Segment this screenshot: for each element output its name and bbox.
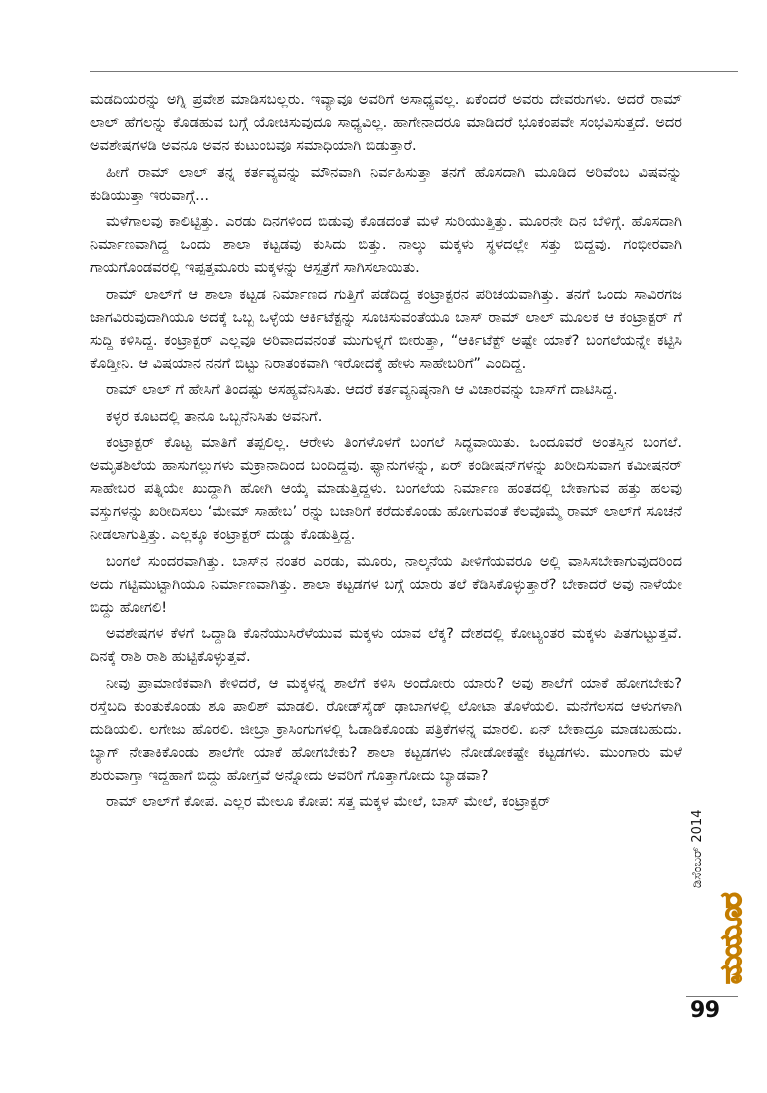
magazine-logo: ಮಯೂರ xyxy=(714,894,749,984)
paragraph: ಮಡದಿಯರನ್ನು ಅಗ್ನಿ ಪ್ರವೇಶ ಮಾಡಿಸಬಲ್ಲರು. ಇವ್ಯಾವೂ ಅವರಿಗೆ ಅಸಾಧ್ಯವಲ್ಲ. ಏಕೆಂದರೆ ಅವರು ದೇವರುಗಳು. ಅದರೆ ರಾಮ್ ಲಾಲ್ ಹೆಗಲನ್ನು ಕೊಡಹುವ ಬಗ್ಗೆ ಯೋಚಿಸುವುದೂ ಸಾಧ್ಯವಿಲ್ಲ. ಹಾಗೇನಾದರೂ ಮಾಡಿದರೆ ಭೂಕಂಪವೇ ಸಂಭವಿಸುತ್ತದೆ. ಅದರ ಅವಶೇಷಗಳಡಿ ಅವನೂ ಅವನ ಕುಟುಂಬವೂ ಸಮಾಧಿಯಾಗಿ ಬಿಡುತ್ತಾರೆ. xyxy=(90,91,682,154)
paragraph: ರಾಮ್ ಲಾಲ್‌ಗೆ ಆ ಶಾಲಾ ಕಟ್ಟಡ ನಿರ್ಮಾಣದ ಗುತ್ತಿಗೆ ಪಡೆದಿದ್ದ ಕಂಟ್ರಾಕ್ಟರನ ಪರಿಚಯವಾಗಿತ್ತು. ತನಗೆ ಒಂದು ಸಾವಿರಗಜ ಜಾಗವಿರುವುದಾಗಿಯೂ ಅದಕ್ಕೆ ಒಬ್ಬ ಒಳ್ಳೆಯ ಆರ್ಕಿಟೆಕ್ಟನ್ನು ಸೂಚಿಸುವಂತೆಯೂ ಬಾಸ್ ರಾಮ್ ಲಾಲ್ ಮೂಲಕ ಆ ಕಂಟ್ರಾಕ್ಟರ್ ಗೆ ಸುದ್ದಿ ಕಳಿಸಿದ್ದ. ಕಂಟ್ರಾಕ್ಟರ್ ಎಲ್ಲವೂ ಅರಿವಾದವನಂತೆ ಮುಗುಳ್ನಗೆ ಬೀರುತ್ತಾ, “ಆರ್ಕಿಟೆಕ್ಟ್ ಅಷ್ಟೇ ಯಾಕೆ? ಬಂಗಲೆಯನ್ನೇ ಕಟ್ಟಿಸಿ ಕೊಡ್ತೀನಿ. ಆ ವಿಷಯಾನ ನನಗೆ ಬಿಟ್ಟು ನಿರಾತಂಕವಾಗಿ ಇರೋದಕ್ಕೆ ಹೇಳು ಸಾಹೇಬರಿಗೆ” ಎಂದಿದ್ದ. xyxy=(90,285,682,372)
paragraph: ಕಳ್ಳರ ಕೂಟದಲ್ಲಿ ತಾನೂ ಒಬ್ಬನೆನಿಸಿತು ಅವನಿಗೆ. xyxy=(106,407,323,425)
paragraph: ಕಂಟ್ರಾಕ್ಟರ್ ಕೊಟ್ಟ ಮಾತಿಗೆ ತಪ್ಪಲಿಲ್ಲ. ಆರೇಳು ತಿಂಗಳೊಳಗೆ ಬಂಗಲೆ ಸಿದ್ಧವಾಯಿತು. ಒಂದೂವರೆ ಅಂತಸ್ತಿನ ಬಂಗಲೆ. ಅಮೃತಶಿಲೆಯ ಹಾಸುಗಲ್ಲುಗಳು ಮಕ್ರಾನಾದಿಂದ ಬಂದಿದ್ದವು. ಫ್ಯಾನುಗಳನ್ನು, ಏರ್ ಕಂಡೀಷನ್‌ಗಳನ್ನು ಖರೀದಿಸುವಾಗ ಕಮೀಷನರ್ ಸಾಹೇಬರ ಪತ್ನಿಯೇ ಖುದ್ದಾಗಿ ಹೋಗಿ ಆಯ್ಕೆ ಮಾಡುತ್ತಿದ್ದಳು. ಬಂಗಲೆಯ ನಿರ್ಮಾಣ ಹಂತದಲ್ಲಿ ಬೇಕಾಗುವ ಹತ್ತು ಹಲವು ವಸ್ತುಗಳನ್ನು ಖರೀದಿಸಲು ‘ಮೇಮ್ ಸಾಹೇಬ’ ರನ್ನು ಬಜಾರಿಗೆ ಕರೆದುಕೊಂಡು ಹೋಗುವಂತೆ ಕೆಲವೊಮ್ಮೆ ರಾಮ್ ಲಾಲ್‌ಗೆ ಸೂಚನೆ ನೀಡಲಾಗುತ್ತಿತ್ತು. ಎಲ್ಲಕ್ಕೂ ಕಂಟ್ರಾಕ್ಟರ್ ದುಡ್ಡು ಕೊಡುತ್ತಿದ್ದ. xyxy=(90,434,682,543)
paragraph: ಮಳೆಗಾಲವು ಕಾಲಿಟ್ಟಿತ್ತು. ಎರಡು ದಿನಗಳಿಂದ ಬಿಡುವು ಕೊಡದಂತೆ ಮಳೆ ಸುರಿಯುತ್ತಿತ್ತು. ಮೂರನೇ ದಿನ ಬೆಳಿಗ್ಗೆ. ಹೊಸದಾಗಿ ನಿರ್ಮಾಣವಾಗಿದ್ದ ಒಂದು ಶಾಲಾ ಕಟ್ಟಡವು ಕುಸಿದು ಬಿತ್ತು. ನಾಲ್ಕು ಮಕ್ಕಳು ಸ್ಥಳದಲ್ಲೇ ಸತ್ತು ಬಿದ್ದವು. ಗಂಭೀರವಾಗಿ ಗಾಯಗೊಂಡವರಲ್ಲಿ ಇಪ್ಪತ್ತಮೂರು ಮಕ್ಕಳನ್ನು ಆಸ್ಪತ್ರೆಗೆ ಸಾಗಿಸಲಾಯಿತು. xyxy=(90,213,682,276)
paragraph: ನೀವು ಪ್ರಾಮಾಣಿಕವಾಗಿ ಕೇಳಿದರೆ, ಆ ಮಕ್ಕಳನ್ನ ಶಾಲೆಗೆ ಕಳಿಸಿ ಅಂದೋರು ಯಾರು? ಅವು ಶಾಲೆಗೆ ಯಾಕೆ ಹೋಗಬೇಕು? ರಸ್ತೆಬದಿ ಕುಂತುಕೊಂಡು ಶೂ ಪಾಲಿಶ್ ಮಾಡಲಿ. ರೋಡ್‌ಸೈಡ್ ಢಾಬಾಗಳಲ್ಲಿ ಲೋಟಾ ತೊಳೆಯಲಿ. ಮನೆಗೆಲಸದ ಆಳುಗಳಾಗಿ ದುಡಿಯಲಿ. ಲಗೇಜು ಹೊರಲಿ. ಜೀಬ್ರಾ ಕ್ರಾಸಿಂಗುಗಳಲ್ಲಿ ಓಡಾಡಿಕೊಂಡು ಪತ್ರಿಕೆಗಳನ್ನ ಮಾರಲಿ. ಏನ್ ಬೇಕಾದ್ರೂ ಮಾಡಬಹುದು. ಬ್ಯಾಗ್ ನೇತಾಕಿಕೊಂಡು ಶಾಲೆಗೇ ಯಾಕೆ ಹೋಗಬೇಕು? ಶಾಲಾ ಕಟ್ಟಡಗಳು ನೋಡೋಕಷ್ಟೇ ಕಟ್ಟಡಗಳು. ಮುಂಗಾರು ಮಳೆ ಶುರುವಾಗ್ತಾ ಇದ್ದಹಾಗೆ ಬಿದ್ದು ಹೋಗ್ತವೆ ಅನ್ನೋದು ಅವರಿಗೆ ಗೊತ್ತಾಗೋದು ಬ್ಯಾಡವಾ? xyxy=(90,674,682,784)
paragraph: ಅವಶೇಷಗಳ ಕೆಳಗೆ ಒದ್ದಾಡಿ ಕೊನೆಯುಸಿರೆಳೆಯುವ ಮಕ್ಕಳು ಯಾವ ಲೆಕ್ಕ? ದೇಶದಲ್ಲಿ ಕೋಟ್ಯಂತರ ಮಕ್ಕಳು ಪಿತಗುಟ್ಟುತ್ತವೆ. ದಿನಕ್ಕೆ ರಾಶಿ ರಾಶಿ ಹುಟ್ಟಿಕೊಳ್ಳುತ್ತವೆ. xyxy=(90,625,682,665)
top-divider xyxy=(90,71,738,72)
page-number: 99 xyxy=(690,998,720,1023)
issue-date: ಡಿಸೆಂಬರ್ 2014 xyxy=(690,809,705,888)
paragraph: ಬಂಗಲೆ ಸುಂದರವಾಗಿತ್ತು. ಬಾಸ್‌ನ ನಂತರ ಎರಡು, ಮೂರು, ನಾಲ್ಕನೆಯ ಪೀಳಿಗೆಯವರೂ ಅಲ್ಲಿ ವಾಸಿಸಬೇಕಾಗುವುದರಿಂದ ಅದು ಗಟ್ಟಿಮುಟ್ಟಾಗಿಯೂ ನಿರ್ಮಾಣವಾಗಿತ್ತು. ಶಾಲಾ ಕಟ್ಟಡಗಳ ಬಗ್ಗೆ ಯಾರು ತಲೆ ಕೆಡಿಸಿಕೊಳ್ಳುತ್ತಾರೆ? ಬೇಕಾದರೆ ಅವು ನಾಳೆಯೇ ಬಿದ್ದು ಹೋಗಲಿ! xyxy=(90,552,682,616)
paragraph: ಹೀಗೆ ರಾಮ್ ಲಾಲ್ ತನ್ನ ಕರ್ತವ್ಯವನ್ನು ಮೌನವಾಗಿ ನಿರ್ವಹಿಸುತ್ತಾ ತನಗೆ ಹೊಸದಾಗಿ ಮೂಡಿದ ಅರಿವೆಂಬ ವಿಷವನ್ನು ಕುಡಿಯುತ್ತಾ ಇರುವಾಗ್ಗೆ... xyxy=(90,163,682,204)
article-body xyxy=(90,88,682,817)
paragraph: ರಾಮ್ ಲಾಲ್ ಗೆ ಹೇಸಿಗೆ ತಿಂದಷ್ಟು ಅಸಹ್ಯವೆನಿಸಿತು. ಆದರೆ ಕರ್ತವ್ಯನಿಷ್ಠನಾಗಿ ಆ ವಿಚಾರವನ್ನು ಬಾಸ್‌ಗೆ ದಾಟಿಸಿದ್ದ. xyxy=(106,381,618,398)
page-number-divider xyxy=(686,996,738,997)
paragraph: ರಾಮ್ ಲಾಲ್‌ಗೆ ಕೋಪ. ಎಲ್ಲರ ಮೇಲೂ ಕೋಪ: ಸತ್ತ ಮಕ್ಕಳ ಮೇಲೆ, ಬಾಸ್ ಮೇಲೆ, ಕಂಟ್ರಾಕ್ಟರ್ xyxy=(106,793,551,810)
